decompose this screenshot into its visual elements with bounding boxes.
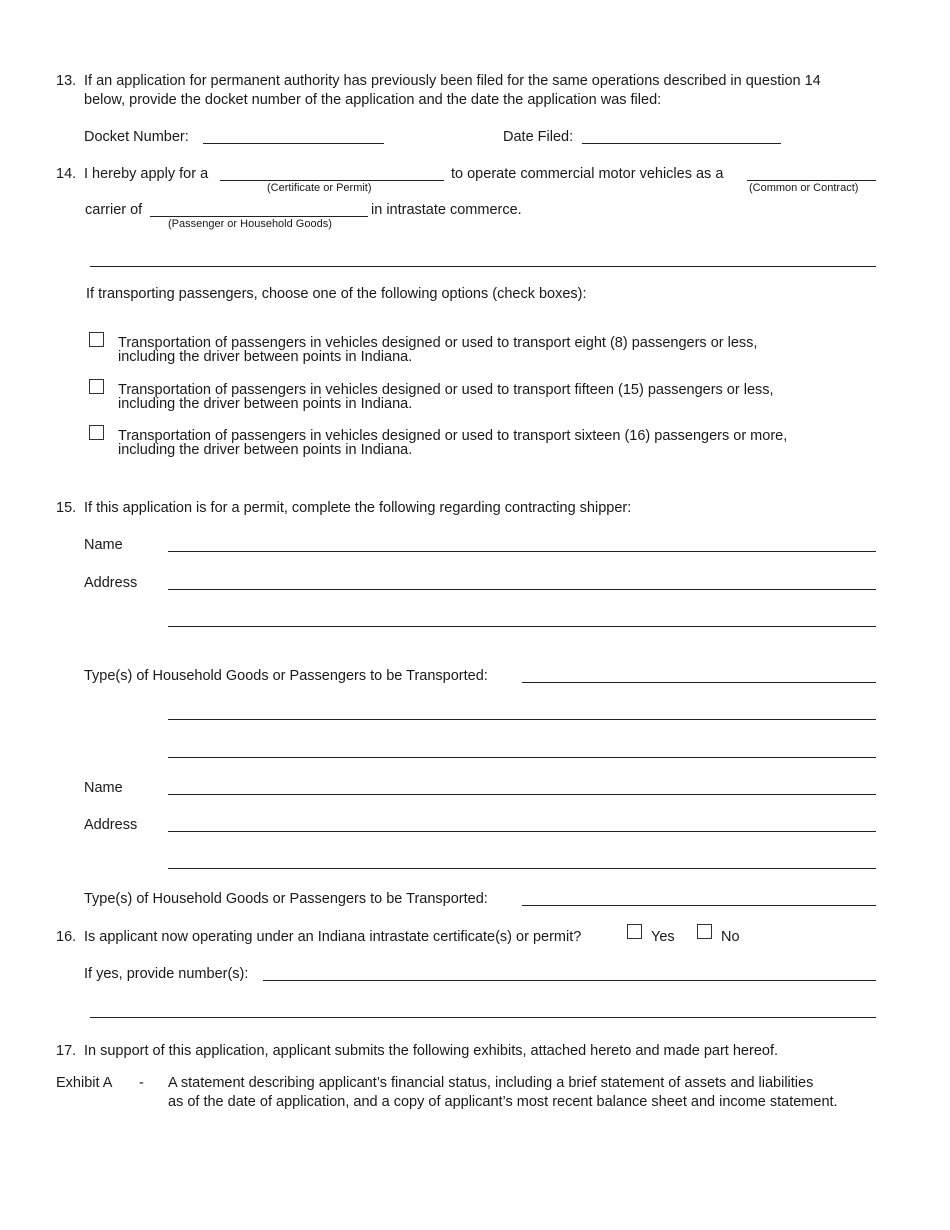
shipper2-address-field-2[interactable]	[168, 868, 876, 869]
option-16-passengers-checkbox[interactable]	[89, 425, 104, 440]
shipper2-types-label: Type(s) of Household Goods or Passengers to be Transported:	[84, 891, 488, 907]
shipper1-types-field-1[interactable]	[522, 682, 876, 683]
q13-number: 13.	[56, 73, 77, 89]
exhibit-a-desc-line2: as of the date of application, and a copy of applicant’s most recent balance sheet and income statement.	[168, 1094, 838, 1110]
certificate-or-permit-field[interactable]	[220, 180, 444, 181]
passenger-or-household-field[interactable]	[150, 216, 368, 217]
q16-no-label: No	[721, 929, 740, 945]
passenger-or-household-hint: (Passenger or Household Goods)	[168, 218, 332, 230]
option-15-passengers-line2: including the driver between points in Indiana.	[118, 396, 413, 412]
shipper1-name-field[interactable]	[168, 551, 876, 552]
option-8-passengers-line1: Transportation of passengers in vehicles designed or used to transport eight (8) passengers or less,	[118, 335, 758, 351]
common-or-contract-field[interactable]	[747, 180, 876, 181]
shipper2-address-field-1[interactable]	[168, 831, 876, 832]
exhibit-a-label: Exhibit A	[56, 1075, 113, 1091]
shipper1-types-label: Type(s) of Household Goods or Passengers to be Transported:	[84, 668, 488, 684]
q13-text-line2: below, provide the docket number of the application and the date the application was filed:	[84, 92, 662, 108]
option-16-passengers-line1: Transportation of passengers in vehicles designed or used to transport sixteen (16) passengers or more,	[118, 428, 788, 444]
q14-apply-middle: to operate commercial motor vehicles as a	[451, 166, 724, 182]
shipper1-types-field-3[interactable]	[168, 757, 876, 758]
q16-yes-label: Yes	[651, 929, 675, 945]
docket-number-field[interactable]	[203, 143, 384, 144]
q13-text-line1: If an application for permanent authority has previously been filed for the same operations described in question 14	[84, 73, 821, 89]
shipper2-name-label: Name	[84, 780, 123, 796]
q16-number: 16.	[56, 929, 77, 945]
q14-additional-line[interactable]	[90, 266, 876, 267]
shipper2-types-field[interactable]	[522, 905, 876, 906]
shipper2-address-label: Address	[84, 817, 138, 833]
exhibit-a-desc-line1: A statement describing applicant’s financial status, including a brief statement of assets and liabilities	[168, 1075, 814, 1091]
exhibit-a-dash: -	[139, 1075, 144, 1091]
shipper1-name-label: Name	[84, 537, 123, 553]
shipper1-address-field-2[interactable]	[168, 626, 876, 627]
common-or-contract-hint: (Common or Contract)	[749, 182, 859, 194]
q14-number: 14.	[56, 166, 77, 182]
q17-text: In support of this application, applicant submits the following exhibits, attached hereto and made part hereof.	[84, 1043, 779, 1059]
q16-text: Is applicant now operating under an Indiana intrastate certificate(s) or permit?	[84, 929, 582, 945]
certificate-or-permit-hint: (Certificate or Permit)	[267, 182, 372, 194]
q16-no-checkbox[interactable]	[697, 924, 712, 939]
shipper2-name-field[interactable]	[168, 794, 876, 795]
date-filed-field[interactable]	[582, 143, 781, 144]
option-15-passengers-checkbox[interactable]	[89, 379, 104, 394]
passenger-options-instruction: If transporting passengers, choose one of the following options (check boxes):	[86, 286, 587, 302]
q16-yes-checkbox[interactable]	[627, 924, 642, 939]
carrier-of-label: carrier of	[85, 202, 143, 218]
docket-number-label: Docket Number:	[84, 129, 189, 145]
option-8-passengers-checkbox[interactable]	[89, 332, 104, 347]
q16-numbers-field[interactable]	[263, 980, 876, 981]
q15-text: If this application is for a permit, complete the following regarding contracting shipper:	[84, 500, 632, 516]
option-16-passengers-line2: including the driver between points in Indiana.	[118, 442, 413, 458]
q16-numbers-field-2[interactable]	[90, 1017, 876, 1018]
q17-number: 17.	[56, 1043, 77, 1059]
shipper1-address-field-1[interactable]	[168, 589, 876, 590]
q14-apply-prefix: I hereby apply for a	[84, 166, 209, 182]
q16-numbers-label: If yes, provide number(s):	[84, 966, 249, 982]
shipper1-types-field-2[interactable]	[168, 719, 876, 720]
option-15-passengers-line1: Transportation of passengers in vehicles designed or used to transport fifteen (15) passengers or less,	[118, 382, 774, 398]
date-filed-label: Date Filed:	[503, 129, 574, 145]
shipper1-address-label: Address	[84, 575, 138, 591]
option-8-passengers-line2: including the driver between points in Indiana.	[118, 349, 413, 365]
q15-number: 15.	[56, 500, 77, 516]
intrastate-commerce-text: in intrastate commerce.	[371, 202, 522, 218]
